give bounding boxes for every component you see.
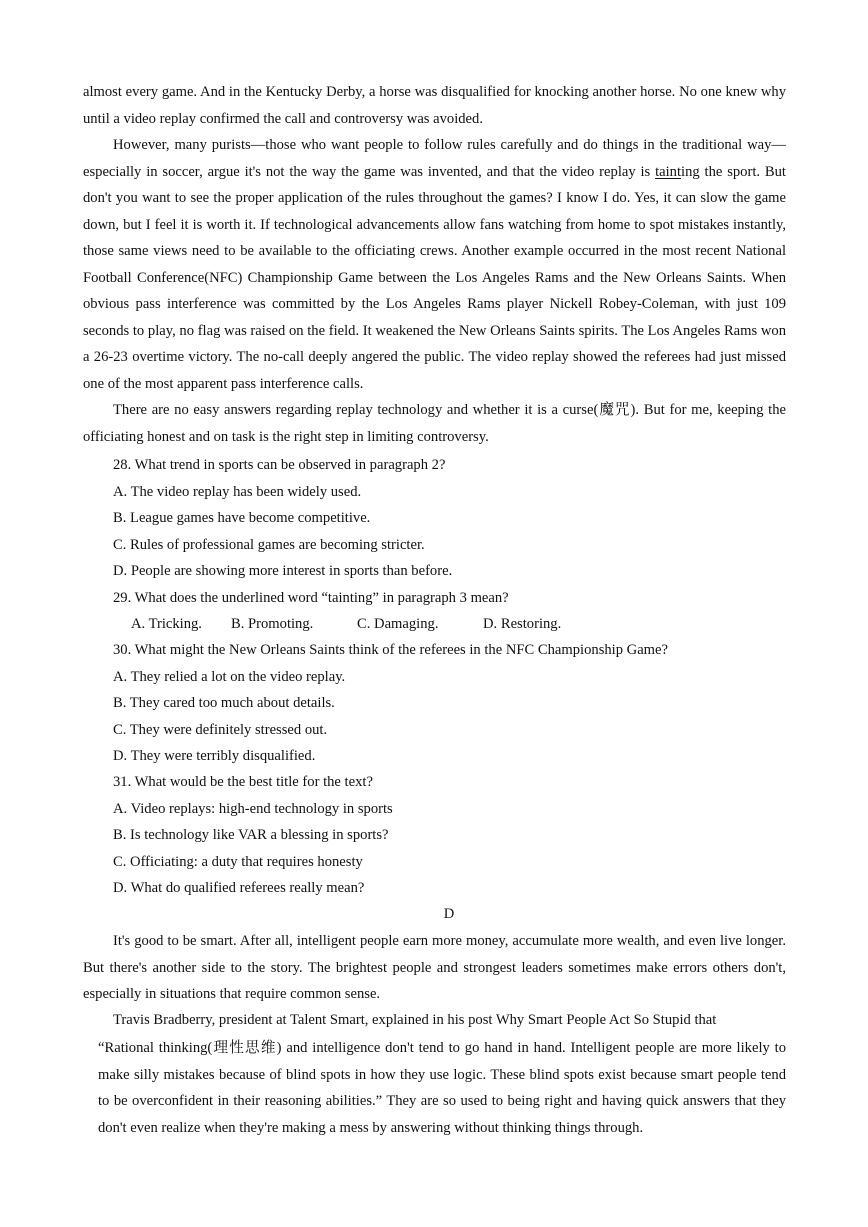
question-29-options <box>131 614 611 634</box>
question-30-stem: 30. What might the New Orleans Saints think of the referees in the NFC Championship Game? <box>113 642 668 658</box>
question-30-option-a: A. They relied a lot on the video replay. <box>113 669 346 685</box>
question-31-stem: 31. What would be the best title for the text? <box>113 774 373 790</box>
question-31-option-d: D. What do qualified referees really mean? <box>113 880 365 896</box>
question-29-option-a: A. Tricking. <box>131 616 202 632</box>
passage-c-paragraph-4: There are no easy answers regarding replay technology and whether it is a curse(魔咒). But for me, keeping the officiating honest and on task is the right step in limiting controversy. <box>83 402 786 445</box>
underlined-word-tainting: taint <box>655 163 682 180</box>
question-31-option-b: B. Is technology like VAR a blessing in sports? <box>113 827 389 843</box>
question-28-option-b: B. League games have become competitive. <box>113 510 371 526</box>
passage-c-paragraph-continued: almost every game. And in the Kentucky Derby, a horse was disqualified for knocking another horse. No one knew why until a video replay confirmed the call and controversy was avoided. <box>83 84 786 127</box>
question-29-option-c: C. Damaging. <box>357 616 439 632</box>
question-30-option-c: C. They were definitely stressed out. <box>113 722 328 738</box>
question-30-option-b: B. They cared too much about details. <box>113 695 335 711</box>
question-29-option-b: B. Promoting. <box>231 616 314 632</box>
question-29-option-d: D. Restoring. <box>483 616 562 632</box>
paragraph-3-text-after: ing the sport. But don't you want to see the proper application of the rules throughout the games? I know I do. Yes, it can slow the game down, but I feel it is worth it. If technological advancements allow fans watching from home to spot mistakes instantly, those same views need to be available to the officiating crews. Another example occurred in the most recent National Football Conference(NFC) Championship Game between the Los Angeles Rams and the New Orleans Saints. When obvious pass interference was committed by the Los Angeles Rams player Nickell Robey-Coleman, with just 109 seconds to play, no flag was raised on the field. It weakened the New Orleans Saints spirits. The Los Angeles Rams won a 26-23 overtime victory. The no-call deeply angered the public. The video replay showed the referees had just missed one of the most apparent pass interference calls. <box>83 163 786 392</box>
question-28-option-c: C. Rules of professional games are becoming stricter. <box>113 537 425 553</box>
passage-d-paragraph-2-quote: “Rational thinking(理性思维) and intelligence don't tend to go hand in hand. Intelligent people are more likely to make silly mistakes because of blind spots in how they use logic. These blind spots exist because smart people tend to be overconfident in their reasoning abilities.” They are so used to being right and having quick answers that they don't even realize when they're making a mess by answering without thinking things through. <box>98 1040 786 1136</box>
question-31-option-a: A. Video replays: high-end technology in sports <box>113 801 393 817</box>
passage-d-paragraph-1: It's good to be smart. After all, intelligent people earn more money, accumulate more wealth, and even live longer. But there's another side to the story. The brightest people and strongest leaders sometimes make errors others don't, especially in situations that require common sense. <box>83 933 786 1002</box>
question-31-option-c: C. Officiating: a duty that requires honesty <box>113 854 363 870</box>
question-28-stem: 28. What trend in sports can be observed in paragraph 2? <box>113 457 446 473</box>
passage-d-paragraph-2-first-line: Travis Bradberry, president at Talent Smart, explained in his post Why Smart People Act So Stupid that <box>113 1012 717 1028</box>
paragraph-3-text-before: However, many purists—those who want people to follow rules carefully and do things in the traditional way—especially in soccer, argue it's not the way the game was invented, and that the video replay is <box>83 137 786 180</box>
question-28-option-d: D. People are showing more interest in sports than before. <box>113 563 453 579</box>
question-29-stem: 29. What does the underlined word “tainting” in paragraph 3 mean? <box>113 590 509 606</box>
question-30-option-d: D. They were terribly disqualified. <box>113 748 316 764</box>
passage-d-heading: D <box>443 906 455 922</box>
passage-c-paragraph-3 <box>83 132 786 397</box>
question-28-option-a: A. The video replay has been widely used. <box>113 484 362 500</box>
